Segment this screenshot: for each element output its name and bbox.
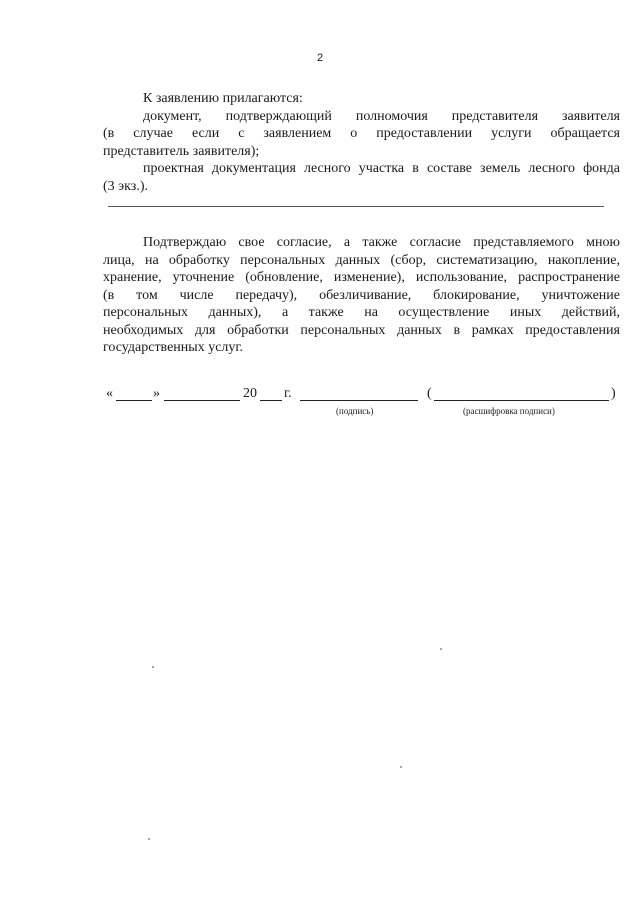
consent-line: хранение, уточнение (обновление, изменение), использование, распространение [103,270,620,285]
separator-line [108,206,604,207]
signature-caption: (подпись) [336,406,374,416]
scan-speck [152,666,154,668]
attachment-item-1-line-2: (в случае если с заявлением о предоставлении услуги обращается [103,126,620,141]
consent-line: лица, на обработку персональных данных (сбор, систематизацию, накопление, [103,252,620,268]
signature-blank[interactable] [300,386,418,401]
attachment-item-2-line-1: проектная документация лесного участка в составе земель лесного фонда [143,161,620,176]
attachment-item-2-line-2: (3 экз.). [103,178,148,194]
attachments-intro: К заявлению прилагаются: [143,91,303,106]
decoding-blank[interactable] [434,386,609,401]
open-paren: ( [427,386,432,401]
scan-speck [400,766,402,768]
consent-line: Подтверждаю свое согласие, а также согласие представляемого мною [143,235,620,250]
attachment-item-1-line-3: представитель заявителя); [103,143,260,159]
decoding-caption: (расшифровка подписи) [463,406,555,416]
year-blank[interactable] [260,386,282,401]
consent-paragraph [103,234,620,357]
scan-speck [440,648,442,650]
page-number: 2 [316,52,324,64]
consent-line: государственных услуг. [103,340,244,355]
attachment-item-1-line-1: документ, подтверждающий полномочия представителя заявителя [143,108,620,124]
signature-row [106,386,620,406]
open-quote: « [106,386,113,401]
attachments-section [103,90,620,195]
day-blank[interactable] [116,386,152,401]
month-blank[interactable] [164,386,240,401]
consent-line: необходимых для обработки персональных данных в рамках предоставления [103,322,620,338]
close-paren: ) [611,386,616,401]
close-quote: » [153,386,160,401]
scan-speck [148,838,150,840]
year-suffix: г. [284,386,292,401]
consent-line: персональных данных), а также на осуществление иных действий, [103,305,620,320]
year-prefix: 20 [243,386,257,401]
consent-line: (в том числе передачу), обезличивание, блокирование, уничтожение [103,287,620,303]
